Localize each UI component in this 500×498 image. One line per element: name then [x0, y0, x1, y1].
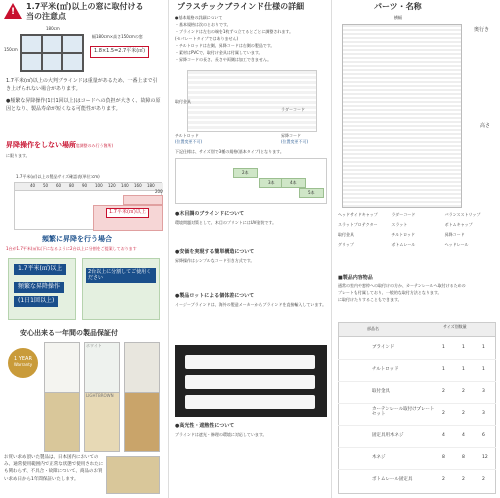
bullet-structure-text: 昇降操作はシンプルなコード引き方式です。 — [175, 258, 255, 263]
table-col-140: 140 — [121, 183, 129, 188]
item-qty-b: 8 — [462, 455, 465, 460]
warranty-badge-text: 1 YEAR — [14, 356, 32, 362]
item-qty-b: 2 — [462, 389, 465, 394]
item-name: チルトロッド — [372, 367, 399, 372]
slat-closeup-image — [175, 345, 327, 417]
spec-line-3: ・ブラインドは左右の端を1枚ずつ立てるとごとに調整されます。 — [175, 29, 294, 34]
bullet-lot-text: イージーブラインドは、海外の製造メーカーからブラインドを直接輸入しています。 — [175, 302, 327, 307]
item-qty-c: 2 — [482, 477, 485, 482]
item-name: カーテンレール取付けプレートセット — [372, 407, 435, 417]
part-ladder-cord: ラダーコード — [391, 212, 416, 217]
item-qty-c: 3 — [482, 389, 485, 394]
banner-frequent-lift: 頻繁な昇降操作 — [14, 282, 64, 293]
width-label: 横幅 — [394, 15, 402, 20]
table-header-part: 部品名 — [367, 326, 379, 331]
part-balance-strip: バランスストリップ — [444, 212, 481, 217]
item-qty-c: 6 — [482, 433, 485, 438]
color-swatch-lightbrown — [84, 392, 120, 452]
warranty-badge-icon — [8, 348, 38, 378]
table-row — [338, 360, 496, 382]
item-name: ボトムレール固定具 — [372, 477, 413, 482]
item-qty-a: 2 — [442, 411, 445, 416]
package-line-3: に取付けたりすることもできます。 — [338, 297, 402, 302]
item-name: 取付金具 — [372, 389, 390, 394]
notes-title: 1.7平米(㎡)以上の窓に取付ける — [26, 2, 144, 11]
color-swatch-tan — [44, 392, 80, 452]
rudder-label: ラダーコード — [281, 107, 305, 112]
item-name: ブラインド — [372, 345, 395, 350]
warranty-title: 安心出来る一年間の製品保証付 — [20, 329, 118, 337]
item-qty-a: 2 — [442, 477, 445, 482]
table-row — [338, 448, 496, 470]
item-qty-a: 1 — [442, 367, 445, 372]
table-col-120: 120 — [108, 183, 116, 188]
item-qty-b: 2 — [462, 477, 465, 482]
column-installation-notes — [0, 0, 166, 498]
bullet-lot: ●製品ロットによる個体差について — [175, 293, 255, 299]
notes-subtitle: 当の注意点 — [26, 12, 66, 21]
bullet-structure: ●安価を実現する簡単構造について — [175, 249, 255, 255]
spec-row-4: 4本 — [281, 178, 306, 188]
size-table — [14, 182, 162, 230]
item-qty-a: 4 — [442, 433, 445, 438]
table-col-200: 200 — [155, 189, 163, 194]
spec-table-title: 下記仕様は、サイズ別で3種の規格(基本タイプ)となります。 — [175, 149, 284, 154]
table-col-160: 160 — [134, 183, 142, 188]
frequent-lift-note: 1台が1.7平米(㎡)以下になるように2台以上に分割をご提案しております — [6, 246, 137, 251]
contents-rows — [338, 338, 496, 492]
table-row — [338, 470, 496, 492]
spec-row-3: 3本 — [259, 178, 284, 188]
item-name: 固定具用木ネジ — [372, 433, 404, 438]
item-qty-c: 12 — [482, 455, 488, 460]
window-width-label: 180cm — [46, 26, 60, 31]
parts-blind-diagram — [342, 24, 462, 208]
color-swatch-wood — [124, 392, 160, 452]
banner-split-advice: 2台以上に分割してご使用ください — [86, 268, 156, 283]
part-bottom-rail: ボトムレール — [391, 242, 416, 247]
no-lift-note: に限ります。 — [6, 153, 30, 158]
table-row — [338, 426, 496, 448]
spec-row-2: 2本 — [233, 168, 258, 178]
cord-note: (位置変更不可) — [281, 139, 309, 144]
spec-line-4: (セパレートタイプではありません) — [175, 36, 239, 41]
item-qty-a: 1 — [442, 345, 445, 350]
frequent-use-warning: ●頻繁な昇降操作(1日1回以上)はコードへの負担が大きく、故障の原因となり、製品寿命が短くなる可能性があります。 — [6, 98, 161, 112]
height-label: 高さ — [480, 123, 491, 129]
table-highlight-2 — [123, 195, 163, 205]
table-col-40: 40 — [30, 183, 36, 188]
table-threshold-label: 1.7平米(㎡)以上 — [106, 208, 149, 218]
item-qty-c: 3 — [482, 411, 485, 416]
bullet-shading: ●高光性・遮熱性について — [175, 423, 235, 429]
spec-line-7: ・昇降コードの長さ、長さや両側は加工できません。 — [175, 57, 272, 62]
blind-diagram — [187, 70, 317, 132]
warranty-text: お買い求め頂いた製品は、日本国内においてのみ、通常使用範囲内で正常な状態で使用されたにも関わらず、不具合・故障について、商品のお買い求め日から1年間保証いたします。 — [4, 455, 104, 482]
color-swatch-bottom — [106, 456, 160, 494]
part-bottom-cap: ボトムキャップ — [444, 222, 473, 227]
table-row — [338, 338, 496, 360]
part-tilt-rod: チルトロッド — [391, 232, 416, 237]
spec-line-5: ・チルトロッドは左側、昇降コードは右側の製品です。 — [175, 43, 275, 48]
color-label-white: ホワイト — [86, 343, 102, 348]
weight-description: 1.7平米(㎡)以上の大判ブラインドは重量があるため、一番上まで引き上げられない場合があります。 — [6, 78, 158, 92]
table-col-180: 180 — [147, 183, 155, 188]
item-qty-a: 8 — [442, 455, 445, 460]
window-height-label: 150cm — [4, 47, 18, 52]
item-qty-c: 1 — [482, 345, 485, 350]
spec-line-6: ・素材はPVCで、取付け金具は付属しています。 — [175, 50, 263, 55]
part-bracket: 取付金具 — [338, 232, 354, 237]
size-table-title: 1.7平米(㎡)以上の製品サイズ確認表(単位:cm) — [16, 174, 100, 179]
item-qty-b: 4 — [462, 433, 465, 438]
warranty-badge-subtext: Warranty — [13, 362, 33, 367]
part-slat: スラット — [391, 222, 408, 227]
item-qty-b: 1 — [462, 345, 465, 350]
tilt-note: (位置変更不可) — [175, 139, 203, 144]
item-qty-a: 2 — [442, 389, 445, 394]
table-col-100: 100 — [95, 183, 103, 188]
table-header-qty: サイズ別数量 — [443, 324, 467, 329]
banner-daily: (1日1回以上) — [14, 296, 58, 307]
no-lift-subtitle: (角度調整のみ行う箇所) — [70, 143, 114, 148]
color-label-lightbrown: LIGHTBROWN — [86, 393, 114, 398]
table-row — [338, 404, 496, 426]
part-lift-cord: 昇降コード — [444, 232, 465, 237]
bullet-woodgrain: ●木目調のブラインドについて — [175, 211, 245, 217]
banner-large-size: 1.7平米(㎡)以上 — [14, 264, 66, 275]
tilt-label: チルトロッド — [175, 133, 199, 138]
frequent-lift-title: 頻繁に昇降を行う場合 — [42, 235, 112, 243]
window-diagram — [20, 34, 84, 72]
parts-title: パーツ・名称 — [374, 2, 422, 11]
table-row — [338, 382, 496, 404]
package-line-1: 通常の室内や窓枠への取付けの方か、カーテンレールへ取付けるための — [338, 283, 466, 288]
cord-label: 昇降コード — [281, 133, 301, 138]
package-line-2: プレートも付属しており、一般的な取付方法となります。 — [338, 290, 442, 295]
package-title: ■製品内容物品 — [338, 275, 373, 281]
warning-icon: ! — [4, 3, 22, 19]
no-lift-title: 昇降操作をしない場所 — [6, 141, 76, 149]
table-col-50: 50 — [43, 183, 49, 188]
formula-note: 幅180cm×高さ150cmの窓 — [92, 34, 143, 39]
item-name: 木ネジ — [372, 455, 386, 460]
spec-row-5: 5本 — [299, 188, 324, 198]
parts-legend — [338, 212, 496, 272]
part-grip: グリップ — [338, 242, 354, 247]
column-specifications — [168, 0, 332, 498]
bracket-label: 取付金具 — [175, 99, 191, 104]
formula-box: 1.8×1.5=2.7平米(㎡) — [90, 46, 149, 58]
spec-title: プラスチックブラインド仕様の詳細 — [177, 2, 305, 11]
part-slat-protector: スラットプロテクター — [338, 222, 378, 227]
spec-line-1: ●基本規格の詳細について — [175, 15, 223, 20]
item-qty-c: 1 — [482, 367, 485, 372]
column-parts — [334, 0, 500, 498]
table-col-90: 90 — [82, 183, 88, 188]
item-qty-b: 2 — [462, 411, 465, 416]
table-col-80: 80 — [69, 183, 75, 188]
item-qty-b: 1 — [462, 367, 465, 372]
spec-line-2: ・基本規格は次のとおりです。 — [175, 22, 231, 27]
bullet-shading-text: ブラインドは遮光・修理の環境に対応しています。 — [175, 432, 267, 437]
depth-label: 奥行き — [474, 27, 490, 33]
table-col-60: 60 — [56, 183, 62, 188]
bullet-woodgrain-text: 環境問題対策として、木目のプリントにはUV塗装です。 — [175, 220, 277, 225]
part-head-rail: ヘッドレール — [444, 242, 469, 247]
part-head-cap: ヘッドサイドキャップ — [338, 212, 378, 217]
